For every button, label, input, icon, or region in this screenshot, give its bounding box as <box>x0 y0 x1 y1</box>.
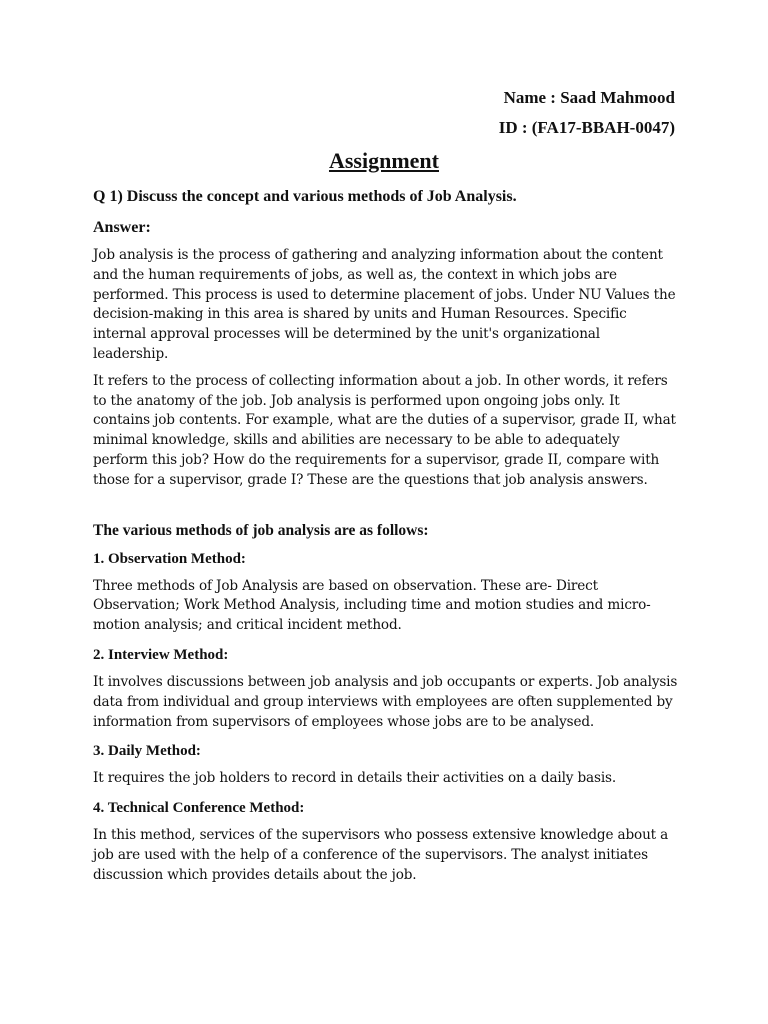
method-heading: 3. Daily Method: <box>93 743 201 760</box>
method-text: It involves discussions between job analysis and job occupants or experts. Job analysis data from individual and group interviews with employees are often supplemented by information from supervisors of employees whose jobs are to be analysed. <box>93 673 678 730</box>
method-heading: 1. Observation Method: <box>93 550 246 567</box>
student-id: ID : (FA17-BBAH-0047) <box>498 118 675 137</box>
answer-label: Answer: <box>93 219 151 236</box>
method-text: In this method, services of the supervisors who possess extensive knowledge about a job are used with the help of a conference of the supervisors. The analyst initiates discussion which provides details about the job. <box>93 827 669 883</box>
document-title: Assignment <box>328 148 439 173</box>
answer-paragraph-1: Job analysis is the process of gathering and analyzing information about the content and the human requirements of jobs, as well as, the context in which jobs are performed. This process is used to determine placement of jobs. Under NU Values the decision-making in this area is shared by units and Human Resources. Specific internal approval processes will be determined by the unit's organizational leadership. <box>93 247 676 362</box>
method-text: Three methods of Job Analysis are based on observation. These are- Direct Observation; Work Method Analysis, including time and motion studies and micro-motion analysis; and critical incident method. <box>93 577 651 634</box>
method-heading: 2. Interview Method: <box>93 646 229 663</box>
document-body <box>93 185 678 895</box>
method-text: It requires the job holders to record in details their activities on a daily basis. <box>93 770 617 787</box>
method-technical-conference <box>93 798 678 885</box>
method-daily <box>93 741 678 789</box>
method-interview <box>93 645 678 732</box>
answer-paragraph-2: It refers to the process of collecting information about a job. In other words, it refers to the anatomy of the job. Job analysis is performed upon ongoing jobs only. It contains job contents. For example, what are the duties of a supervisor, grade II, what minimal knowledge, skills and abilities are necessary to be able to adequately perform this job? How do the requirements for a supervisor, grade II, compare with those for a supervisor, grade I? These are the questions that job analysis answers. <box>93 372 676 488</box>
methods-heading: The various methods of job analysis are as follows: <box>93 521 429 539</box>
question-text: Q 1) Discuss the concept and various methods of Job Analysis. <box>93 188 517 205</box>
student-name: Name : Saad Mahmood <box>503 88 675 107</box>
method-observation <box>93 549 678 636</box>
method-heading: 4. Technical Conference Method: <box>93 800 305 817</box>
